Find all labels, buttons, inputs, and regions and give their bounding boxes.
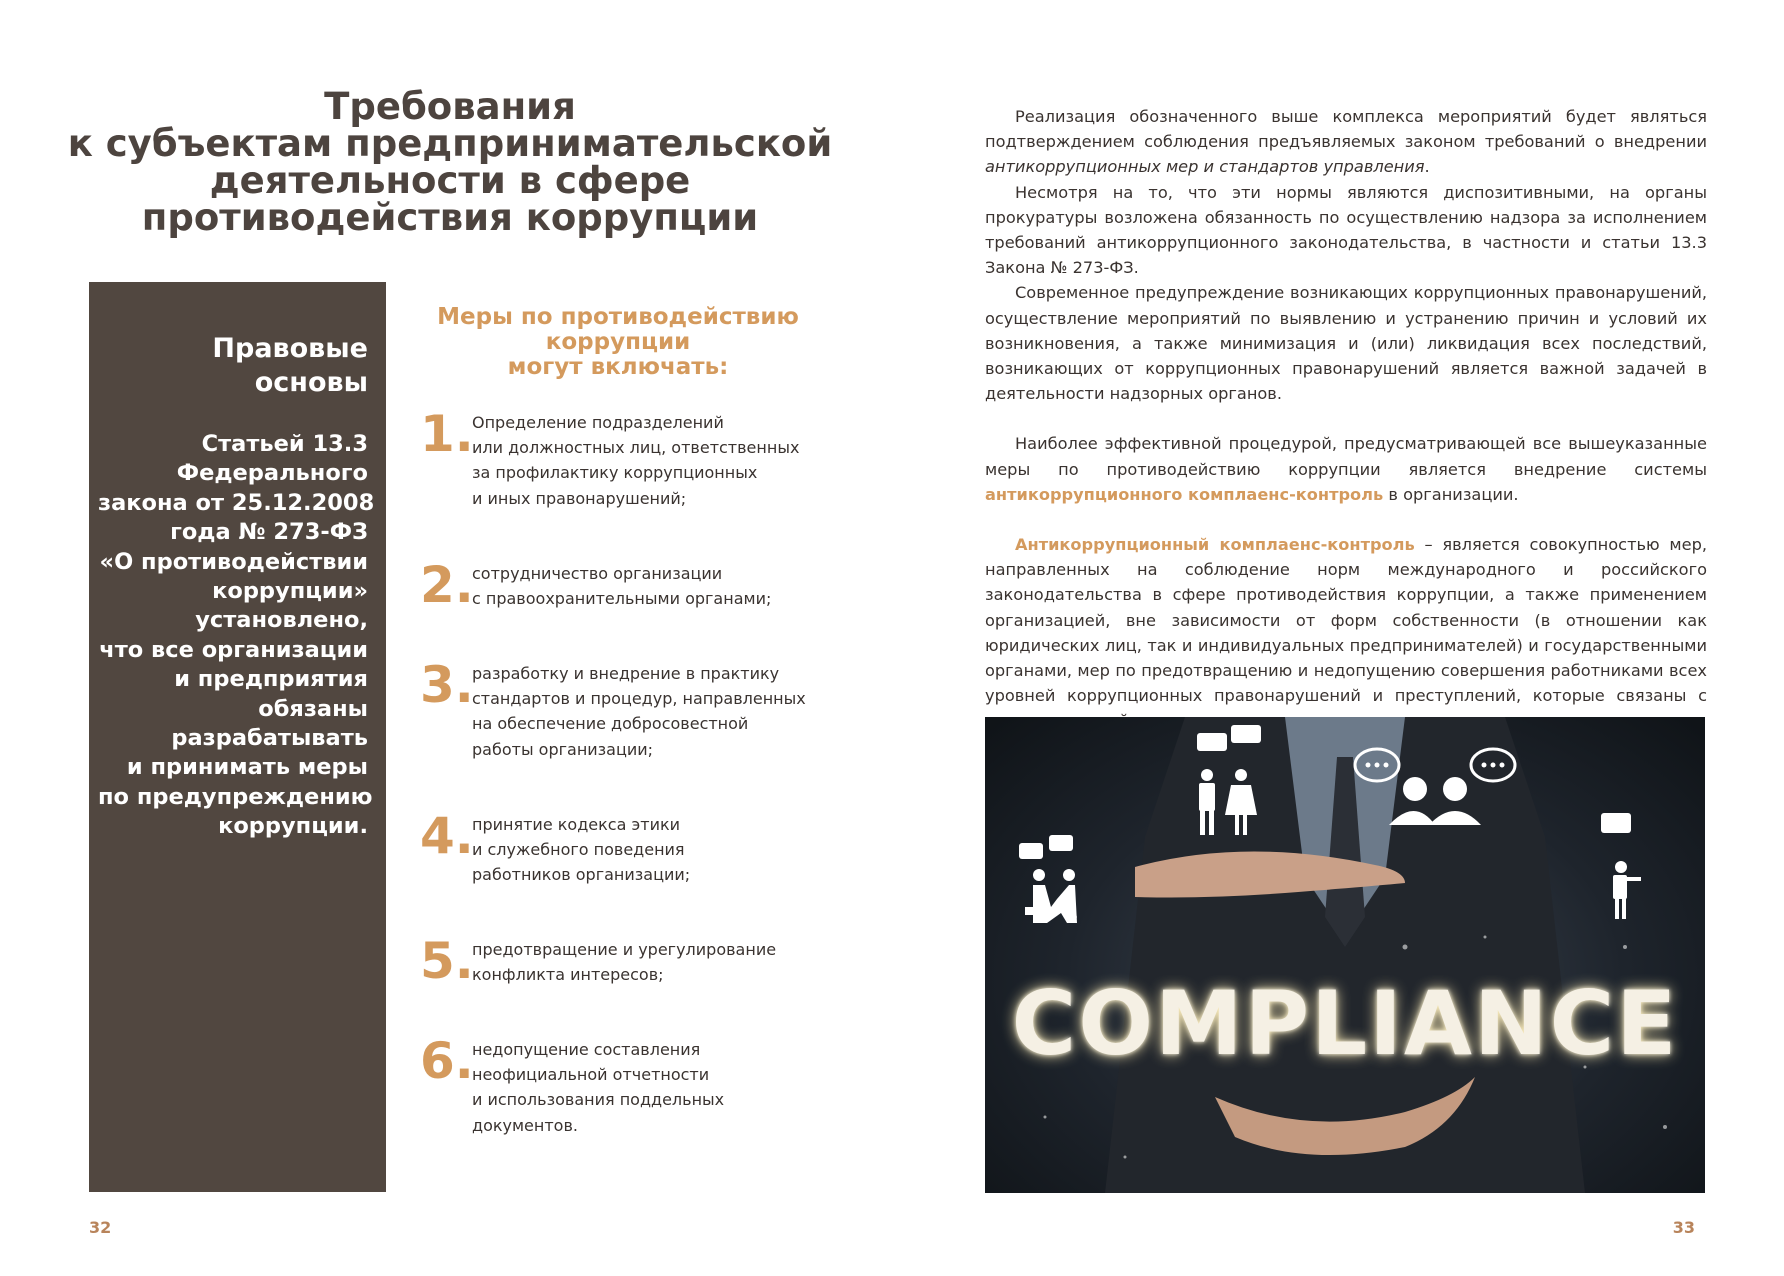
compliance-photo (985, 717, 1705, 1193)
paragraph-text: – является совокупностью мер, направленных на соблюдение норм международного и российского законодательства в сфере противодействия коррупции, а также применением организацией, вне зависимости от форм собственности (в отношении как юридических лиц, так и индивидуальных предпринимателей) и государственными органами, мер по предотвращению и недопущению совершения работниками всех уровней коррупционных правонарушений и преступлений, которые связаны с (985, 535, 1708, 706)
title-line: деятельности в сфере (209, 159, 691, 202)
legal-basis-panel (89, 282, 386, 1192)
panel-text-line: «О противодействии (99, 548, 368, 575)
paragraph-text: Наиболее эффективной процедурой, предусматривающей все вышеуказанные меры по противодействию коррупции является внедрение системы (985, 434, 1707, 479)
measure-line: недопущение составления (472, 1040, 701, 1059)
measure-text (472, 561, 771, 611)
page-title (60, 85, 840, 239)
measures-heading-line: Меры по противодействию (437, 304, 799, 330)
measure-number: 4. (420, 807, 474, 865)
measure-text (472, 410, 799, 511)
title-line: Требования (324, 85, 576, 128)
measure-line: разработку и внедрение в практику (472, 664, 780, 683)
panel-heading (108, 332, 368, 400)
measure-number: 2. (420, 556, 474, 614)
accent-text: антикоррупционного комплаенс-контроль (985, 484, 1384, 504)
right-page (892, 0, 1784, 1276)
measure-line: или должностных лиц, ответственных (472, 438, 800, 458)
paragraph: Современное предупреждение возникающих коррупционных правонарушений, осуществление мероприятий по выявлению и устранению причин и условий их возникновения, а также минимизация и (или) ликвидация всех последствий, возникающих от коррупционных правонарушений является важной задачей в деятельности надзорных органов. (985, 283, 1707, 404)
paragraph-text: Реализация обозначенного выше комплекса мероприятий будет являться подтверждением соблюдения предъявляемых законом требований о внедрении (985, 107, 1707, 152)
measures-heading-line: могут включать: (507, 354, 729, 380)
paragraph-text: в организации. (1383, 484, 1519, 504)
panel-text-line: закона от 25.12.2008 (98, 489, 375, 516)
measure-line: документов. (472, 1115, 578, 1135)
panel-text (98, 430, 375, 842)
panel-heading-line: основы (254, 367, 368, 398)
panel-text-line: коррупции. (218, 813, 368, 840)
measure-line: работников организации; (472, 865, 691, 885)
panel-text-line: что все организации (99, 636, 368, 663)
panel-text-line: и принимать меры (126, 754, 368, 781)
panel-text-line: коррупции» (212, 578, 368, 605)
italic-text: антикоррупционных мер и стандартов управления (985, 157, 1425, 177)
measure-text (472, 1037, 724, 1138)
accent-text: Антикоррупционный комплаенс-контроль (1015, 535, 1415, 555)
paragraph: Несмотря на то, что эти нормы являются диспозитивными, на органы прокуратуры возложена обязанность по осуществлению надзора за исполнением требований антикоррупционного законодательства, в частности и статьи 13.3 Закона № 273-ФЗ. (985, 182, 1707, 278)
measure-line: неофициальной отчетности (472, 1065, 710, 1085)
title-line: к субъектам предпринимательской (67, 122, 833, 165)
panel-text-line: Федерального (176, 460, 368, 487)
measure-line: сотрудничество организации (472, 564, 723, 583)
panel-text-line: Статьей 13.3 (201, 431, 368, 457)
measure-line: с правоохранительными органами; (472, 589, 772, 609)
page-number: 33 (1672, 1218, 1695, 1237)
panel-text-line: и предприятия (174, 666, 368, 693)
paragraph-text: . (1424, 157, 1430, 177)
measure-line: конфликта интересов; (472, 965, 664, 985)
panel-text-line: разрабатывать (171, 725, 368, 752)
measure-text (472, 812, 690, 888)
paragraph (985, 104, 1707, 180)
panel-text-line: по предупреждению (98, 783, 373, 810)
measure-text (472, 937, 776, 987)
measure-line: принятие кодекса этики (472, 815, 681, 834)
panel-text-line: года № 273-ФЗ (170, 519, 368, 546)
measure-number: 6. (420, 1032, 474, 1090)
title-line: противодействия коррупции (141, 196, 759, 239)
panel-text-line: обязаны (258, 695, 368, 722)
measure-line: работы организации; (472, 739, 654, 759)
paragraph (985, 532, 1707, 734)
panel-text-line: установлено, (195, 607, 368, 634)
measure-line: предотвращение и урегулирование (472, 940, 777, 959)
page-number: 32 (89, 1218, 112, 1237)
handshake-icon (1019, 835, 1077, 923)
speaker-icon (1601, 813, 1641, 919)
compliance-word: COMPLIANCE (1011, 972, 1679, 1075)
measures-heading-line: коррупции (545, 329, 691, 355)
photo-illustration (985, 717, 1705, 1193)
measure-text (472, 661, 806, 762)
paragraph (985, 431, 1707, 507)
measure-line: стандартов и процедур, направленных (472, 689, 806, 709)
measure-number: 5. (420, 932, 474, 990)
measure-line: на обеспечение добросовестной (472, 714, 749, 734)
measure-line: за профилактику коррупционных (472, 463, 758, 483)
measure-line: и иных правонарушений; (472, 488, 687, 508)
panel-heading-line: Правовые (212, 333, 368, 364)
measure-line: и использования поддельных (472, 1090, 725, 1110)
measure-line: Определение подразделений (472, 413, 724, 432)
measure-line: и служебного поведения (472, 840, 685, 860)
body-text (985, 104, 1707, 734)
measure-number: 1. (420, 405, 474, 463)
measures-heading (418, 305, 818, 380)
measure-number: 3. (420, 656, 474, 714)
